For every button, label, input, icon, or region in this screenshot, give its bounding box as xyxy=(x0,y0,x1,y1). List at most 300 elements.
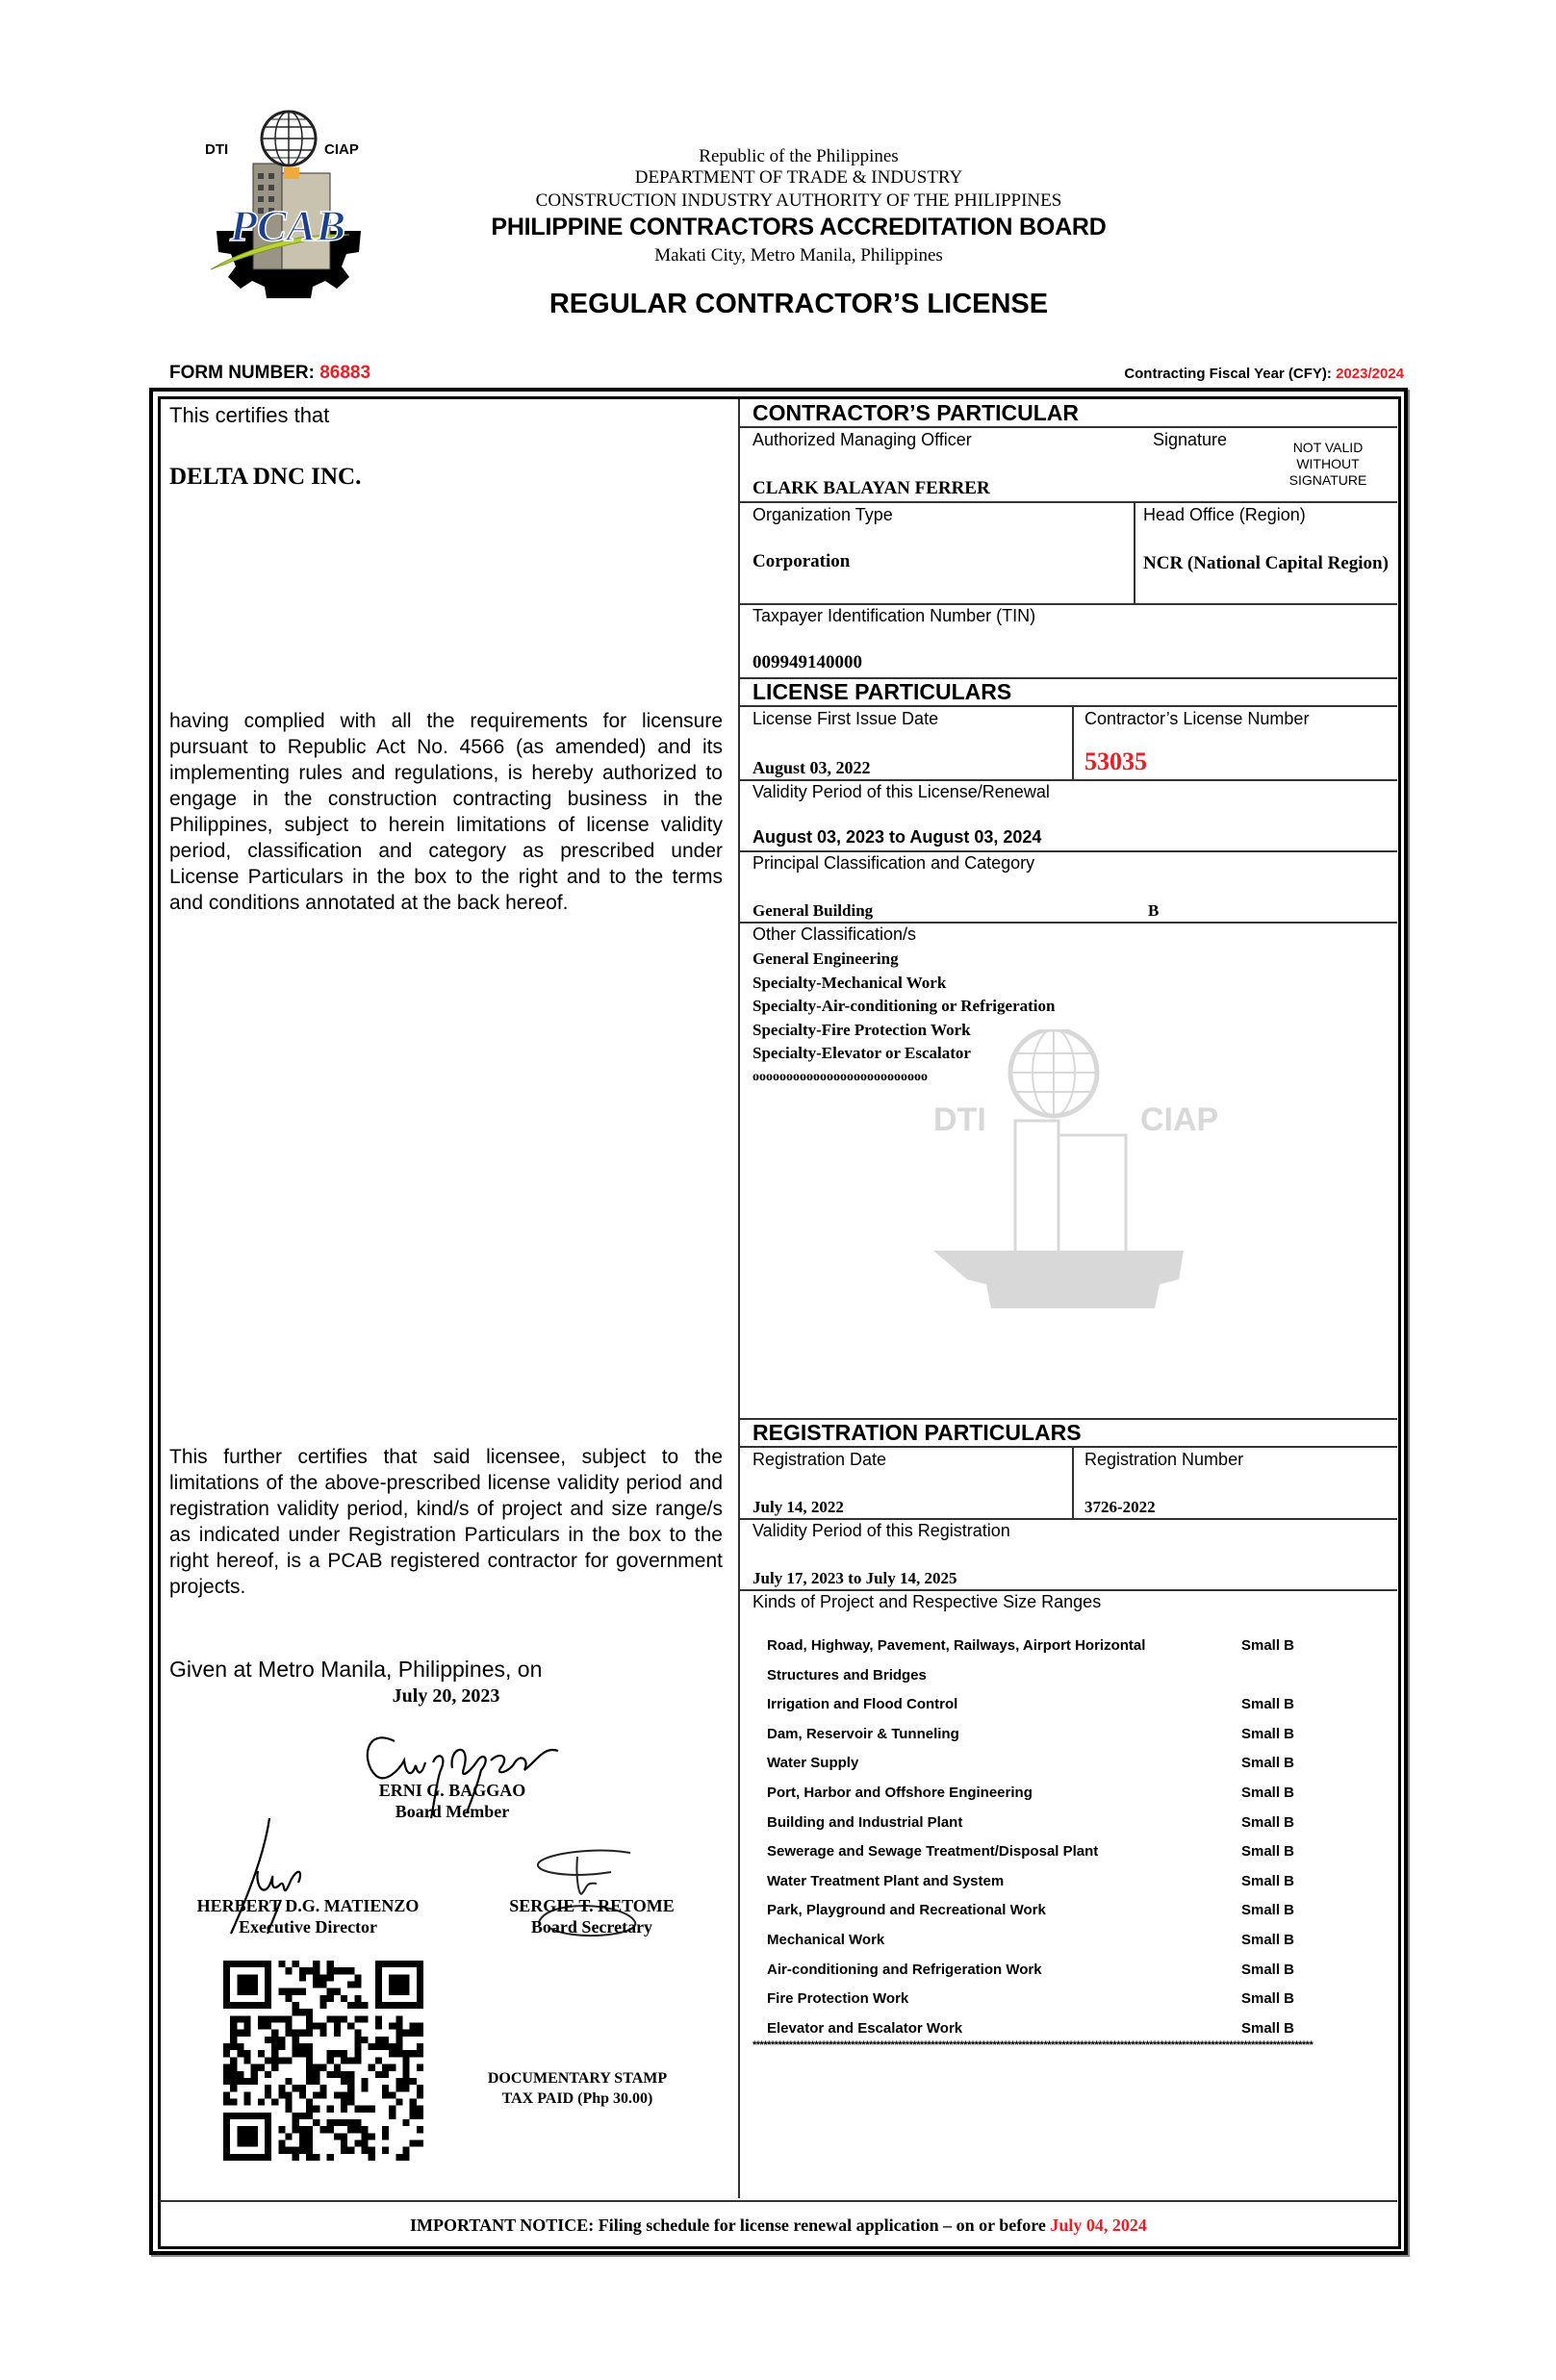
header-board: PHILIPPINE CONTRACTORS ACCREDITATION BOARD xyxy=(491,214,1107,241)
qr-module xyxy=(389,2113,395,2119)
qr-module xyxy=(271,2037,278,2043)
project-size-range: Small B xyxy=(1241,1726,1295,1742)
qr-module xyxy=(237,2071,243,2078)
qr-module xyxy=(319,2002,326,2009)
head-office-label: Head Office (Region) xyxy=(1143,505,1306,524)
qr-module xyxy=(341,2015,347,2022)
qr-module xyxy=(230,2043,237,2050)
qr-module xyxy=(244,2030,251,2037)
qr-module xyxy=(354,2119,361,2126)
qr-module xyxy=(361,2002,368,2009)
qr-module xyxy=(306,2043,313,2050)
qr-module xyxy=(319,2023,326,2030)
project-size-range: Small B xyxy=(1241,1873,1295,1889)
qr-module xyxy=(293,2113,299,2119)
org-type-label: Organization Type xyxy=(752,505,893,524)
qr-module xyxy=(271,2043,278,2050)
qr-module xyxy=(327,1967,334,1974)
qr-module xyxy=(341,2139,347,2146)
qr-module xyxy=(286,2078,293,2085)
qr-module xyxy=(251,2078,258,2085)
qr-module xyxy=(341,2098,347,2105)
qr-module xyxy=(395,2098,402,2105)
qr-module xyxy=(347,2098,354,2105)
qr-module xyxy=(382,2126,389,2133)
qr-module xyxy=(417,2091,423,2098)
form-number-value: 86883 xyxy=(319,363,371,383)
qr-module xyxy=(223,2043,230,2050)
qr-module xyxy=(299,2091,306,2098)
qr-module xyxy=(278,2057,285,2064)
qr-module xyxy=(244,2015,251,2022)
qr-module xyxy=(244,2023,251,2030)
qr-module xyxy=(334,2133,341,2139)
qr-module xyxy=(341,2091,347,2098)
qr-module xyxy=(237,2078,243,2085)
qr-module xyxy=(369,2064,375,2071)
qr-module xyxy=(327,1961,334,1967)
qr-module xyxy=(286,2106,293,2113)
important-notice xyxy=(160,2215,1397,2236)
qr-module xyxy=(369,2154,375,2161)
divider xyxy=(740,501,1397,503)
company-name: DELTA DNC INC. xyxy=(169,464,362,490)
qr-module xyxy=(389,2106,395,2113)
qr-module xyxy=(395,2078,402,2085)
project-kind: Port, Harbor and Offshore Engineering xyxy=(767,1785,1033,1801)
qr-module xyxy=(299,2147,306,2154)
qr-module xyxy=(327,2071,334,2078)
qr-module xyxy=(354,2002,361,2009)
divider xyxy=(740,1446,1397,1448)
qr-module xyxy=(354,2015,361,2022)
qr-module xyxy=(271,2050,278,2057)
qr-module xyxy=(382,2085,389,2091)
qr-code[interactable] xyxy=(223,1961,423,2161)
project-size-range: Small B xyxy=(1241,1785,1295,1801)
divider xyxy=(740,603,1397,605)
qr-module xyxy=(382,2043,389,2050)
license-validity-label: Validity Period of this License/Renewal xyxy=(752,782,1050,801)
qr-module xyxy=(293,2126,299,2133)
qr-module xyxy=(299,1974,306,1981)
qr-module xyxy=(410,2023,417,2030)
qr-module xyxy=(417,2030,423,2037)
qr-module xyxy=(230,2037,237,2043)
project-kind: Sewerage and Sewage Treatment/Disposal Plant xyxy=(767,1843,1099,1860)
project-size-range: Small B xyxy=(1241,1902,1295,1918)
qr-module xyxy=(417,2113,423,2119)
qr-module xyxy=(410,2078,417,2085)
qr-module xyxy=(271,2057,278,2064)
project-kind: Road, Highway, Pavement, Railways, Airport Horizontal xyxy=(767,1637,1146,1654)
qr-module xyxy=(382,2037,389,2043)
qr-module xyxy=(327,2050,334,2057)
qr-module xyxy=(341,1967,347,1974)
qr-module xyxy=(319,2064,326,2071)
qr-module xyxy=(327,2057,334,2064)
qr-module xyxy=(347,2023,354,2030)
watermark-ciap-label: CIAP xyxy=(1140,1101,1219,1138)
first-issue-value: August 03, 2022 xyxy=(752,758,871,777)
project-kind: Building and Industrial Plant xyxy=(767,1814,963,1831)
qr-module xyxy=(341,1995,347,2002)
signatory-name: ERNI G. BAGGAO xyxy=(378,1781,526,1800)
qr-module xyxy=(293,2037,299,2043)
qr-module xyxy=(354,2126,361,2133)
qr-module xyxy=(347,2091,354,2098)
qr-module xyxy=(334,1967,341,1974)
qr-module xyxy=(347,2147,354,2154)
qr-module xyxy=(299,2133,306,2139)
registration-date-value: July 14, 2022 xyxy=(752,1498,844,1516)
qr-module xyxy=(369,2106,375,2113)
qr-module xyxy=(402,2147,409,2154)
qr-module xyxy=(306,1967,313,1974)
column-divider xyxy=(738,399,740,2198)
qr-module xyxy=(293,2002,299,2009)
qr-module xyxy=(293,2050,299,2057)
other-classification-item: Specialty-Air-conditioning or Refrigeration xyxy=(752,997,1056,1015)
qr-module xyxy=(278,2085,285,2091)
signature-note-line: NOT VALID xyxy=(1292,440,1364,455)
project-kind: Water Treatment Plant and System xyxy=(767,1873,1005,1889)
signatory-board-secretary xyxy=(472,1895,712,1937)
qr-module xyxy=(395,2050,402,2057)
certifies-that-text: This certifies that xyxy=(169,403,330,427)
divider xyxy=(740,1589,1397,1591)
qr-module xyxy=(347,2078,354,2085)
qr-module xyxy=(223,2098,230,2105)
qr-module xyxy=(313,2078,319,2085)
qr-module xyxy=(313,2106,319,2113)
registration-certification-paragraph: This further certifies that said licensee, subject to the limitations of the above-prescribed license validity period and registration validity period, kind/s of project and size range/s as indicated under Registration Particulars in the box to the right hereof, is a PCAB registered contractor for government projects. xyxy=(169,1446,723,1598)
qr-module xyxy=(354,2030,361,2037)
qr-module xyxy=(347,2057,354,2064)
officer-name: CLARK BALAYAN FERRER xyxy=(752,478,990,498)
project-kind: Mechanical Work xyxy=(767,1932,885,1948)
qr-module xyxy=(230,2057,237,2064)
qr-module xyxy=(237,2015,243,2022)
qr-module xyxy=(410,2113,417,2119)
qr-module xyxy=(251,2071,258,2078)
qr-module xyxy=(341,2050,347,2057)
qr-module xyxy=(299,2009,306,2015)
qr-module xyxy=(382,2147,389,2154)
project-kind: Elevator and Escalator Work xyxy=(767,2020,963,2037)
signatory-title: Board Secretary xyxy=(530,1917,653,1937)
qr-module xyxy=(319,2085,326,2091)
signature-note xyxy=(1270,440,1386,489)
qr-module xyxy=(327,2126,334,2133)
qr-module xyxy=(313,2023,319,2030)
qr-module xyxy=(306,2098,313,2105)
qr-module xyxy=(244,2078,251,2085)
qr-module xyxy=(258,2050,265,2057)
divider xyxy=(740,922,1397,924)
qr-module xyxy=(341,2147,347,2154)
qr-module xyxy=(347,1967,354,1974)
qr-module xyxy=(306,2154,313,2161)
qr-module xyxy=(319,2030,326,2037)
section-license-particulars: LICENSE PARTICULARS xyxy=(752,679,1012,704)
tin-value: 009949140000 xyxy=(752,652,862,672)
qr-module xyxy=(334,2119,341,2126)
qr-module xyxy=(306,2126,313,2133)
section-contractors-particular: CONTRACTOR’S PARTICULAR xyxy=(752,400,1080,425)
fiscal-year-value: 2023/2024 xyxy=(1336,366,1404,382)
officer-label: Authorized Managing Officer xyxy=(752,430,972,449)
qr-module xyxy=(341,2119,347,2126)
qr-module xyxy=(313,2091,319,2098)
signature-note-line: WITHOUT xyxy=(1296,456,1360,471)
qr-module xyxy=(402,2030,409,2037)
project-size-range: Small B xyxy=(1241,1814,1295,1831)
other-classification-item: Specialty-Mechanical Work xyxy=(752,973,947,992)
qr-module xyxy=(417,2043,423,2050)
qr-module xyxy=(244,2091,251,2098)
qr-module xyxy=(354,1995,361,2002)
qr-module xyxy=(361,2037,368,2043)
qr-module xyxy=(334,2071,341,2078)
principal-classification-label: Principal Classification and Category xyxy=(752,853,1035,873)
qr-module xyxy=(410,2106,417,2113)
signatory-name: HERBERT D.G. MATIENZO xyxy=(196,1896,420,1915)
signatory-title: Board Member xyxy=(395,1802,510,1821)
qr-module xyxy=(354,1974,361,1981)
qr-module xyxy=(334,2023,341,2030)
qr-module xyxy=(223,2078,230,2085)
divider xyxy=(740,426,1397,428)
qr-module xyxy=(299,1988,306,1995)
qr-module xyxy=(286,2091,293,2098)
qr-module xyxy=(417,2050,423,2057)
qr-module xyxy=(410,2098,417,2105)
qr-module xyxy=(313,2071,319,2078)
divider xyxy=(740,779,1397,781)
qr-module xyxy=(306,2050,313,2057)
qr-module xyxy=(293,2154,299,2161)
qr-module xyxy=(251,2064,258,2071)
registration-number-value: 3726-2022 xyxy=(1084,1498,1156,1516)
project-size-range: Small B xyxy=(1241,1637,1295,1654)
qr-module xyxy=(417,2064,423,2071)
qr-module xyxy=(382,2091,389,2098)
qr-module xyxy=(327,2119,334,2126)
qr-module xyxy=(293,2009,299,2015)
signatory-executive-director xyxy=(164,1895,452,1937)
project-kind: Water Supply xyxy=(767,1755,859,1771)
qr-module xyxy=(361,2085,368,2091)
qr-module xyxy=(395,2085,402,2091)
qr-module xyxy=(389,2064,395,2071)
other-classifications-terminator: oooooooooooooooooooooooooo xyxy=(752,1069,928,1084)
qr-module xyxy=(313,1974,319,1981)
fiscal-year-label: Contracting Fiscal Year (CFY): xyxy=(1124,366,1337,382)
given-date: July 20, 2023 xyxy=(392,1685,500,1707)
qr-module xyxy=(293,2119,299,2126)
project-size-range: Small B xyxy=(1241,1962,1295,1978)
divider xyxy=(1072,1447,1074,1518)
fiscal-year xyxy=(1124,366,1404,382)
form-number xyxy=(169,363,370,384)
project-kind: Irrigation and Flood Control xyxy=(767,1696,958,1712)
qr-module xyxy=(244,2050,251,2057)
qr-module xyxy=(306,2030,313,2037)
signatory-name: SERGIE T. RETOME xyxy=(509,1896,675,1915)
qr-module xyxy=(278,2126,285,2133)
qr-module xyxy=(334,2030,341,2037)
qr-module xyxy=(313,1967,319,1974)
qr-module xyxy=(258,2023,265,2030)
qr-module xyxy=(402,2154,409,2161)
qr-module xyxy=(327,2154,334,2161)
qr-module xyxy=(286,2057,293,2064)
qr-module xyxy=(395,2023,402,2030)
form-number-label: FORM NUMBER: xyxy=(169,363,320,383)
qr-module xyxy=(369,2147,375,2154)
qr-module xyxy=(313,2064,319,2071)
qr-module xyxy=(417,2126,423,2133)
qr-module xyxy=(334,2050,341,2057)
pcab-logo xyxy=(197,108,380,300)
registration-validity-label: Validity Period of this Registration xyxy=(752,1521,1010,1540)
qr-module xyxy=(375,2037,382,2043)
qr-module xyxy=(230,2071,237,2078)
qr-module xyxy=(237,2043,243,2050)
divider xyxy=(740,705,1397,707)
registration-validity-value: July 17, 2023 to July 14, 2025 xyxy=(752,1569,957,1587)
qr-module xyxy=(230,2030,237,2037)
qr-module xyxy=(306,2106,313,2113)
qr-module xyxy=(327,1974,334,1981)
qr-module xyxy=(223,2091,230,2098)
qr-module xyxy=(230,2098,237,2105)
doc-stamp-line2: TAX PAID (Php 30.00) xyxy=(501,2090,653,2107)
qr-module xyxy=(347,1982,354,1988)
qr-module xyxy=(278,2043,285,2050)
qr-module xyxy=(347,2085,354,2091)
qr-module xyxy=(265,2037,271,2043)
qr-module xyxy=(306,2071,313,2078)
qr-module xyxy=(265,2091,271,2098)
registration-number-label: Registration Number xyxy=(1084,1450,1244,1469)
qr-module xyxy=(382,2071,389,2078)
qr-module xyxy=(299,1967,306,1974)
qr-module xyxy=(417,2023,423,2030)
qr-module xyxy=(347,2002,354,2009)
qr-module xyxy=(286,2147,293,2154)
divider xyxy=(1134,502,1135,603)
qr-module xyxy=(265,2071,271,2078)
qr-module xyxy=(354,2043,361,2050)
qr-module xyxy=(327,2106,334,2113)
qr-module xyxy=(319,1995,326,2002)
qr-module xyxy=(306,2133,313,2139)
qr-module xyxy=(306,2139,313,2146)
header-authority: CONSTRUCTION INDUSTRY AUTHORITY OF THE PHILIPPINES xyxy=(535,190,1062,211)
qr-module xyxy=(375,2023,382,2030)
qr-module xyxy=(237,2050,243,2057)
qr-module xyxy=(306,2078,313,2085)
qr-module xyxy=(306,2113,313,2119)
qr-module xyxy=(230,2078,237,2085)
qr-module xyxy=(395,2043,402,2050)
project-kind: Fire Protection Work xyxy=(767,1990,909,2007)
qr-module xyxy=(369,2133,375,2139)
header-location: Makati City, Metro Manila, Philippines xyxy=(654,245,943,266)
globe-icon xyxy=(262,112,316,165)
project-size-range: Small B xyxy=(1241,1755,1295,1771)
qr-module xyxy=(265,2085,271,2091)
qr-module xyxy=(306,2147,313,2154)
qr-module xyxy=(402,2078,409,2085)
signature-label: Signature xyxy=(1153,430,1228,449)
qr-module xyxy=(293,2030,299,2037)
qr-module xyxy=(395,2015,402,2022)
qr-module xyxy=(354,1982,361,1988)
project-kind: Air-conditioning and Refrigeration Work xyxy=(767,1962,1042,1978)
qr-module xyxy=(361,2139,368,2146)
signatory-title: Executive Director xyxy=(238,1917,378,1937)
qr-module xyxy=(410,2030,417,2037)
qr-module xyxy=(230,2023,237,2030)
project-kind: Structures and Bridges xyxy=(767,1667,927,1684)
qr-module xyxy=(341,2057,347,2064)
notice-text: IMPORTANT NOTICE: Filing schedule for license renewal application – on or before xyxy=(410,2215,1051,2235)
logo-pcab-text: PCAB xyxy=(230,201,346,250)
section-registration-particulars: REGISTRATION PARTICULARS xyxy=(752,1420,1082,1445)
qr-module xyxy=(347,2126,354,2133)
given-at-text: Given at Metro Manila, Philippines, on xyxy=(169,1657,543,1682)
qr-module xyxy=(286,2098,293,2105)
project-kinds-label: Kinds of Project and Respective Size Ranges xyxy=(752,1592,1102,1611)
project-kind: Dam, Reservoir & Tunneling xyxy=(767,1726,959,1742)
qr-module xyxy=(347,2119,354,2126)
qr-module xyxy=(278,2139,285,2146)
qr-module xyxy=(402,2064,409,2071)
qr-module xyxy=(265,2057,271,2064)
qr-module xyxy=(299,2139,306,2146)
qr-module xyxy=(230,2015,237,2022)
license-number-value: 53035 xyxy=(1084,747,1147,775)
license-validity-value: August 03, 2023 to August 03, 2024 xyxy=(752,827,1042,847)
head-office-value: NCR (National Capital Region) xyxy=(1143,553,1389,573)
qr-module xyxy=(361,2126,368,2133)
qr-module xyxy=(375,2071,382,2078)
qr-module xyxy=(395,2154,402,2161)
qr-module xyxy=(327,1988,334,1995)
qr-module xyxy=(265,2015,271,2022)
qr-module xyxy=(341,2106,347,2113)
qr-module xyxy=(417,2106,423,2113)
qr-module xyxy=(271,2015,278,2022)
qr-module xyxy=(313,1961,319,1967)
project-size-range: Small B xyxy=(1241,1932,1295,1948)
qr-module xyxy=(382,2133,389,2139)
project-size-range: Small B xyxy=(1241,2020,1295,2037)
qr-module xyxy=(278,1961,285,1967)
other-classification-item: Specialty-Elevator or Escalator xyxy=(752,1044,971,1062)
qr-module xyxy=(286,1995,293,2002)
qr-module xyxy=(299,2113,306,2119)
qr-module xyxy=(293,2043,299,2050)
qr-module xyxy=(230,2085,237,2091)
divider xyxy=(740,850,1397,852)
logo-dti-label: DTI xyxy=(205,141,229,158)
qr-module xyxy=(286,1967,293,1974)
qr-module xyxy=(306,2064,313,2071)
